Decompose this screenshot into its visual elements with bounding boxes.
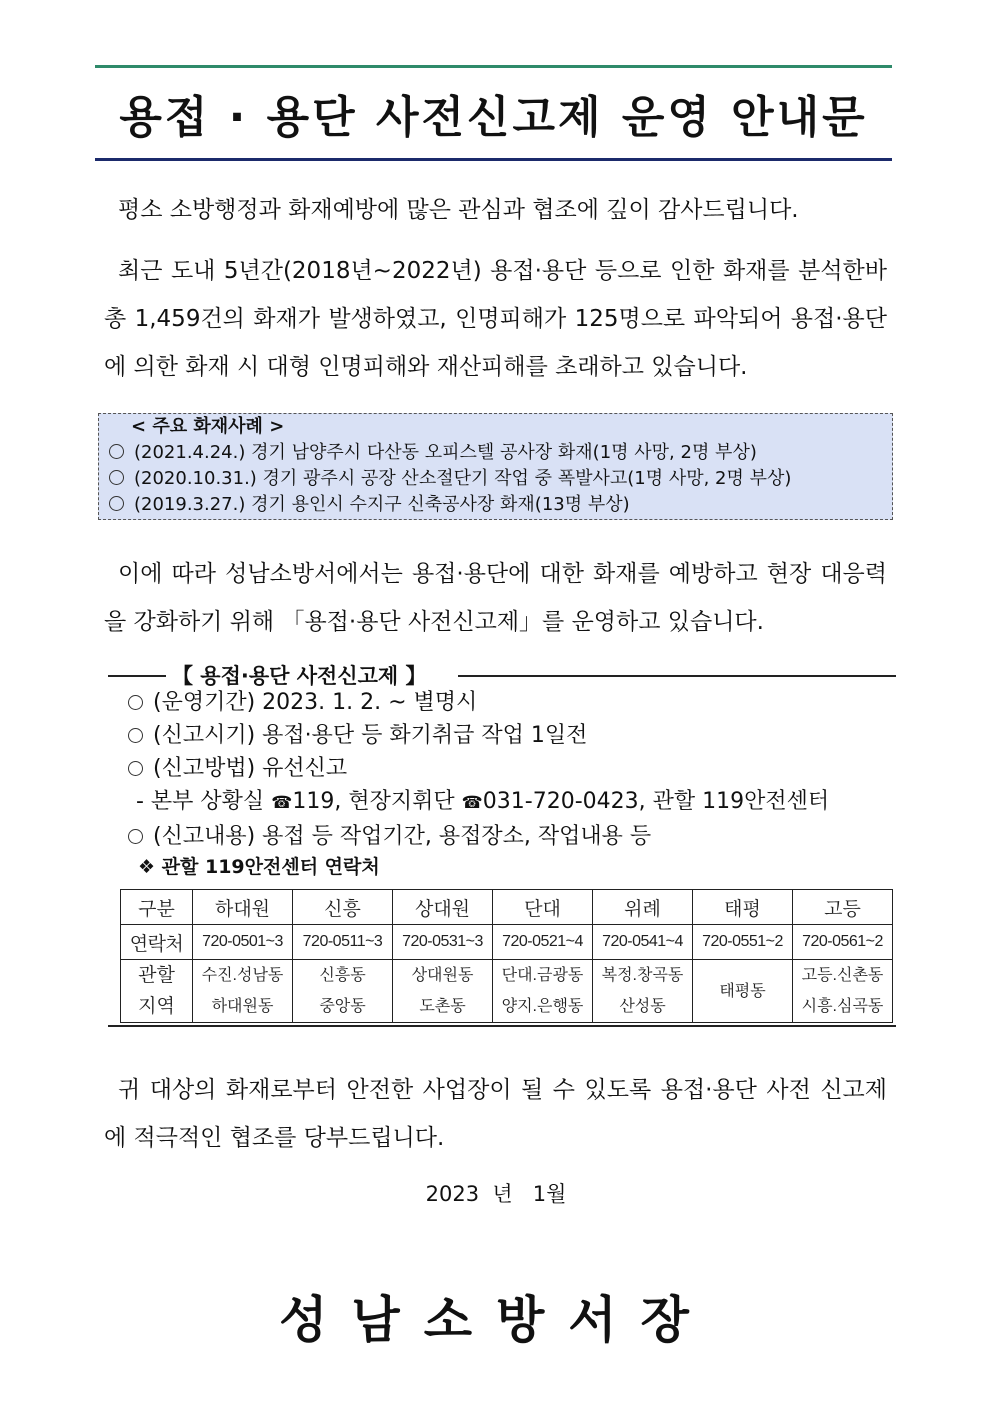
fire-cases-box <box>98 413 893 520</box>
circle-bullet-icon <box>128 695 143 710</box>
report-prefix: - 본부 상황실 <box>136 789 272 814</box>
table-row-phone <box>121 925 893 960</box>
system-heading-label: 【 용접·용단 사전신고제 】 <box>166 660 432 690</box>
table-header-cell: 하대원 <box>193 890 293 925</box>
table-cell-phone: 720-0551~2 <box>693 925 793 960</box>
circle-bullet-icon <box>128 728 143 743</box>
intro-paragraph-1 <box>104 186 887 234</box>
system-items <box>128 686 829 853</box>
issue-date: 2023 년 1월 <box>425 1182 567 1206</box>
system-item-text: (운영기간) 2023. 1. 2. ~ 별명시 <box>153 690 478 715</box>
table-cell-phone: 720-0531~3 <box>393 925 493 960</box>
table-cell-area: 수진.성남동 하대원동 <box>193 960 293 1023</box>
middle-paragraph <box>104 550 887 646</box>
table-row-area <box>121 960 893 1023</box>
phone-icon: ☎ <box>461 793 483 813</box>
table-header-cell: 고등 <box>793 890 893 925</box>
table-cell-area: 복정.창곡동 산성동 <box>593 960 693 1023</box>
table-header-cell: 태평 <box>693 890 793 925</box>
table-cell-phone: 720-0541~4 <box>593 925 693 960</box>
circle-bullet-icon <box>109 496 124 511</box>
table-cell-area: 단대.금광동 양지.은행동 <box>493 960 593 1023</box>
system-item <box>128 719 829 752</box>
table-cell-area: 신흥동 중앙동 <box>293 960 393 1023</box>
table-bottom-rule <box>108 1025 896 1027</box>
table-header-cell: 단대 <box>493 890 593 925</box>
fire-case-item <box>109 466 892 492</box>
heading-rule-left <box>108 675 168 677</box>
contact-note: ❖ 관할 119안전센터 연락처 <box>138 856 380 878</box>
title-box <box>95 65 892 161</box>
intro-paragraph-2 <box>104 247 887 391</box>
table-cell-phone: 720-0511~3 <box>293 925 393 960</box>
system-item <box>128 686 829 719</box>
circle-bullet-icon <box>109 470 124 485</box>
fire-case-text: (2020.10.31.) 경기 광주시 공장 산소절단기 작업 중 폭발사고(1명 사망, 2명 부상) <box>134 468 792 489</box>
page-title: 용접 · 용단 사전신고제 운영 안내문 <box>119 92 868 143</box>
table-header-cell: 위례 <box>593 890 693 925</box>
circle-bullet-icon <box>128 829 143 844</box>
intro-text-1: 평소 소방행정과 화재예방에 많은 관심과 협조에 깊이 감사드립니다. <box>118 197 799 223</box>
circle-bullet-icon <box>109 444 124 459</box>
fire-case-text: (2021.4.24.) 경기 남양주시 다산동 오피스텔 공사장 화재(1명 사망, 2명 부상) <box>134 442 757 463</box>
fire-case-item <box>109 440 892 466</box>
table-cell-area: 태평동 <box>693 960 793 1023</box>
table-header-cell: 신흥 <box>293 890 393 925</box>
table-cell-phone: 720-0521~4 <box>493 925 593 960</box>
table-cell-phone: 720-0501~3 <box>193 925 293 960</box>
phone-icon: ☎ <box>271 793 293 813</box>
system-item-text: (신고방법) 유선신고 <box>153 756 348 781</box>
system-item <box>128 752 829 785</box>
table-cell-area: 고등.신촌동 시흥.심곡동 <box>793 960 893 1023</box>
table-cell-phone: 720-0561~2 <box>793 925 893 960</box>
heading-rule-right <box>458 675 896 677</box>
report-contact-line <box>128 785 829 820</box>
table-row-label: 연락처 <box>121 925 193 960</box>
table-header-cell: 구분 <box>121 890 193 925</box>
table-header-row <box>121 890 893 925</box>
report-tel-2: 031-720-0423, 관할 119안전센터 <box>482 789 830 814</box>
signature: 성남소방서장 <box>279 1291 713 1349</box>
contacts-table <box>120 889 893 1023</box>
intro-text-2: 최근 도내 5년간(2018년~2022년) 용접·용단 등으로 인한 화재를 분석한바 총 1,459건의 화재가 발생하였고, 인명피해가 125명으로 파악되어 용접·용단에 의한 화재 시 대형 인명피해와 재산피해를 초래하고 있습니다. <box>104 258 887 380</box>
table-row-label: 관할 지역 <box>121 960 193 1023</box>
closing-paragraph <box>104 1066 887 1162</box>
system-item <box>128 820 829 853</box>
table-cell-area: 상대원동 도촌동 <box>393 960 493 1023</box>
middle-text: 이에 따라 성남소방서에서는 용접·용단에 대한 화재를 예방하고 현장 대응력을 강화하기 위해 「용접·용단 사전신고제」를 운영하고 있습니다. <box>104 561 887 635</box>
system-item-text: (신고시기) 용접·용단 등 화기취급 작업 1일전 <box>153 723 588 748</box>
system-item-text: (신고내용) 용접 등 작업기간, 용접장소, 작업내용 등 <box>153 824 652 849</box>
report-tel-1: 119, 현장지휘단 <box>292 789 462 814</box>
fire-case-text: (2019.3.27.) 경기 용인시 수지구 신축공사장 화재(13명 부상) <box>134 494 630 515</box>
fire-case-item <box>109 492 892 518</box>
table-header-cell: 상대원 <box>393 890 493 925</box>
closing-text: 귀 대상의 화재로부터 안전한 사업장이 될 수 있도록 용접·용단 사전 신고제에 적극적인 협조를 당부드립니다. <box>104 1077 887 1151</box>
circle-bullet-icon <box>128 761 143 776</box>
fire-cases-heading: < 주요 화재사례 > <box>131 416 285 437</box>
